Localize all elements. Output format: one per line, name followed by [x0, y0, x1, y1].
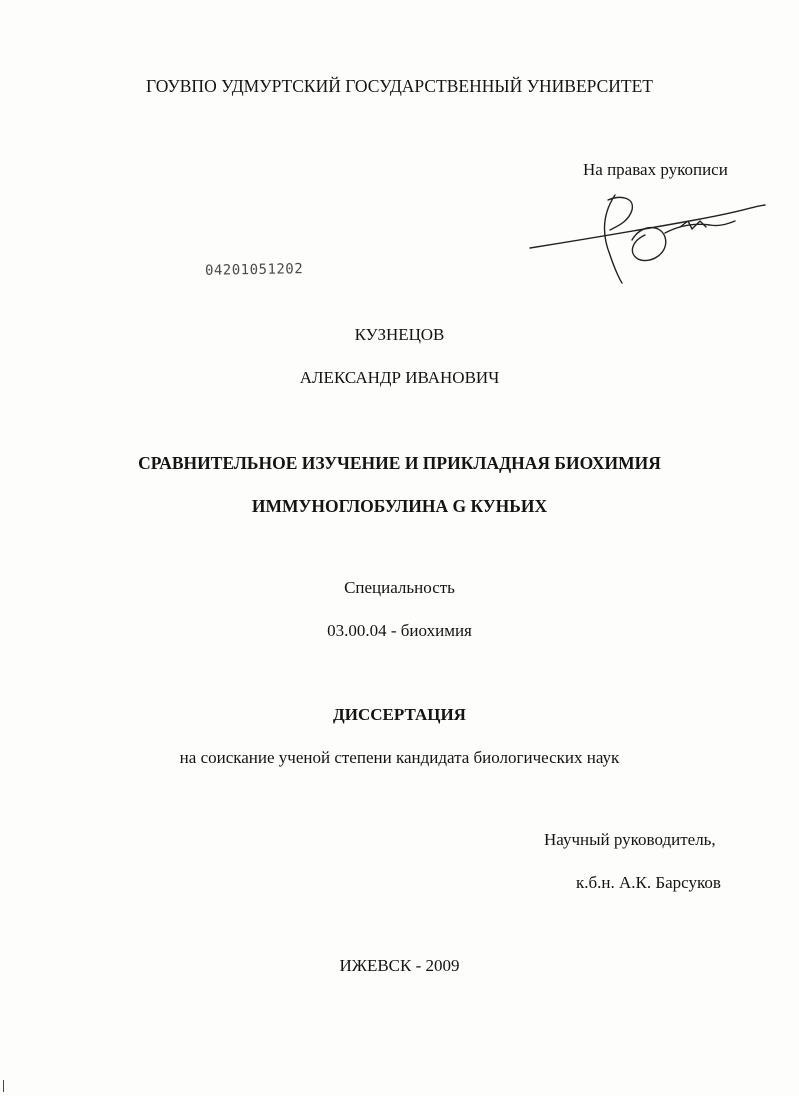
registration-stamp: 04201051202 — [204, 261, 304, 279]
degree-purpose: на соискание ученой степени кандидата биологических наук — [179, 748, 620, 767]
dissertation-title-line1: СРАВНИТЕЛЬНОЕ ИЗУЧЕНИЕ И ПРИКЛАДНАЯ БИОХИМИЯ — [138, 453, 661, 473]
dissertation-title-line2: ИММУНОГЛОБУЛИНА G КУНЬИХ — [251, 496, 548, 516]
specialty-code: 03.00.04 - биохимия — [327, 621, 472, 640]
scan-edge-mark — [3, 1080, 4, 1092]
author-given-names: АЛЕКСАНДР ИВАНОВИЧ — [299, 368, 500, 387]
document-type: ДИССЕРТАЦИЯ — [333, 705, 466, 724]
author-surname: КУЗНЕЦОВ — [354, 325, 445, 344]
supervisor-name: к.б.н. А.К. Барсуков — [576, 873, 721, 892]
specialty-label: Специальность — [344, 578, 455, 597]
manuscript-rights-note: На правах рукописи — [583, 160, 728, 179]
university-header: ГОУВПО УДМУРТСКИЙ ГОСУДАРСТВЕННЫЙ УНИВЕРСИТЕТ — [146, 76, 653, 96]
supervisor-label: Научный руководитель, — [544, 830, 716, 849]
place-year: ИЖЕВСК - 2009 — [339, 956, 460, 975]
author-signature — [520, 185, 770, 285]
